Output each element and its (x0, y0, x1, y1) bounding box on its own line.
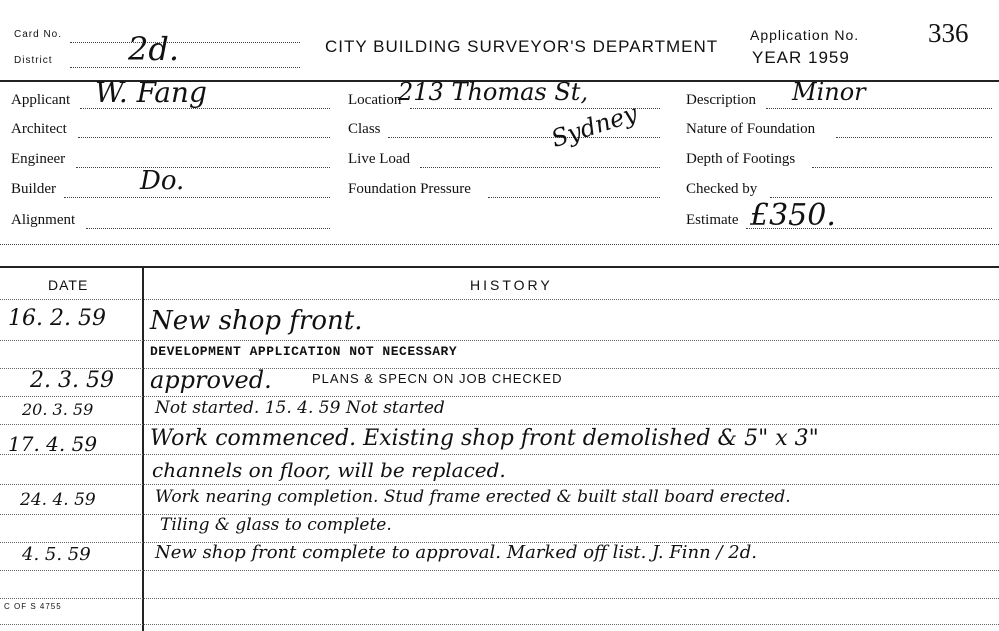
history-date: 2. 3. 59 (30, 368, 114, 393)
row-line (0, 570, 999, 571)
department-title: CITY BUILDING SURVEYOR'S DEPARTMENT (325, 37, 719, 56)
checked-by-label: Checked by (686, 181, 758, 197)
location-value: 213 Thomas St, (398, 78, 589, 106)
builder-value: Do. (140, 166, 185, 196)
development-note: DEVELOPMENT APPLICATION NOT NECESSARY (150, 344, 458, 359)
alignment-label: Alignment (11, 212, 76, 228)
estimate-label: Estimate (686, 212, 739, 228)
history-entry: New shop front complete to approval. Marked off list. J. Finn / 2d. (155, 542, 757, 563)
foundation-pressure-line (488, 197, 660, 198)
live-load-label: Live Load (348, 151, 411, 167)
date-column-divider (142, 268, 144, 631)
architect-line (78, 137, 330, 138)
header-line (0, 299, 999, 300)
date-header: DATE (48, 277, 89, 293)
row-line (0, 598, 999, 599)
engineer-line (76, 167, 330, 168)
history-entry-continued: Tiling & glass to complete. (160, 515, 392, 535)
history-date: 17. 4. 59 (8, 432, 98, 456)
class-value: Sydney (547, 98, 641, 154)
live-load-line (420, 167, 660, 168)
nature-line (836, 137, 992, 138)
application-label: Application No. (750, 27, 860, 43)
row-line (0, 424, 999, 425)
history-header: HISTORY (470, 277, 553, 293)
builder-label: Builder (11, 181, 56, 197)
description-line (766, 108, 992, 109)
history-entry: Work nearing completion. Stud frame erected & built stall board erected. (155, 487, 791, 507)
row-line (0, 340, 999, 341)
applicant-value: W. Fang (95, 76, 207, 109)
foundation-pressure-label: Foundation Pressure (348, 181, 471, 197)
card-no-line (70, 42, 300, 43)
applicant-label: Applicant (11, 92, 71, 108)
description-label: Description (686, 92, 756, 108)
card-no-label: Card No. (14, 29, 63, 40)
form-code: C OF S 4755 (4, 602, 62, 611)
class-label: Class (348, 121, 381, 137)
history-entry: Work commenced. Existing shop front demolished & 5" x 3" (150, 426, 819, 451)
fields-bottom-line (0, 244, 999, 245)
location-label: Location (348, 92, 402, 108)
history-date: 16. 2. 59 (8, 306, 106, 331)
district-line (70, 67, 300, 68)
history-top-rule (0, 266, 999, 268)
history-date: 20. 3. 59 (22, 400, 94, 419)
history-entry: approved. (150, 366, 272, 394)
plans-checked-note: PLANS & SPECN ON JOB CHECKED (312, 371, 563, 386)
architect-label: Architect (11, 121, 67, 137)
row-line (0, 484, 999, 485)
nature-of-foundation-label: Nature of Foundation (686, 121, 816, 137)
year-label: YEAR 1959 (752, 48, 850, 67)
history-entry: Not started. 15. 4. 59 Not started (155, 398, 445, 418)
engineer-label: Engineer (11, 151, 66, 167)
history-entry: New shop front. (150, 306, 363, 336)
history-entry-continued: channels on floor, will be replaced. (152, 458, 506, 482)
alignment-line (86, 228, 330, 229)
history-date: 24. 4. 59 (20, 490, 96, 510)
depth-line (812, 167, 992, 168)
application-number: 336 (928, 18, 969, 48)
row-line (0, 514, 999, 515)
row-line (0, 396, 999, 397)
district-label: District (14, 55, 53, 66)
builder-line (64, 197, 330, 198)
estimate-value: £350. (750, 198, 836, 233)
history-date: 4. 5. 59 (22, 544, 91, 565)
row-line (0, 454, 999, 455)
district-value: 2d. (128, 30, 180, 68)
depth-of-footings-label: Depth of Footings (686, 151, 796, 167)
description-value: Minor (792, 78, 866, 106)
row-line (0, 624, 999, 625)
class-line (388, 137, 660, 138)
